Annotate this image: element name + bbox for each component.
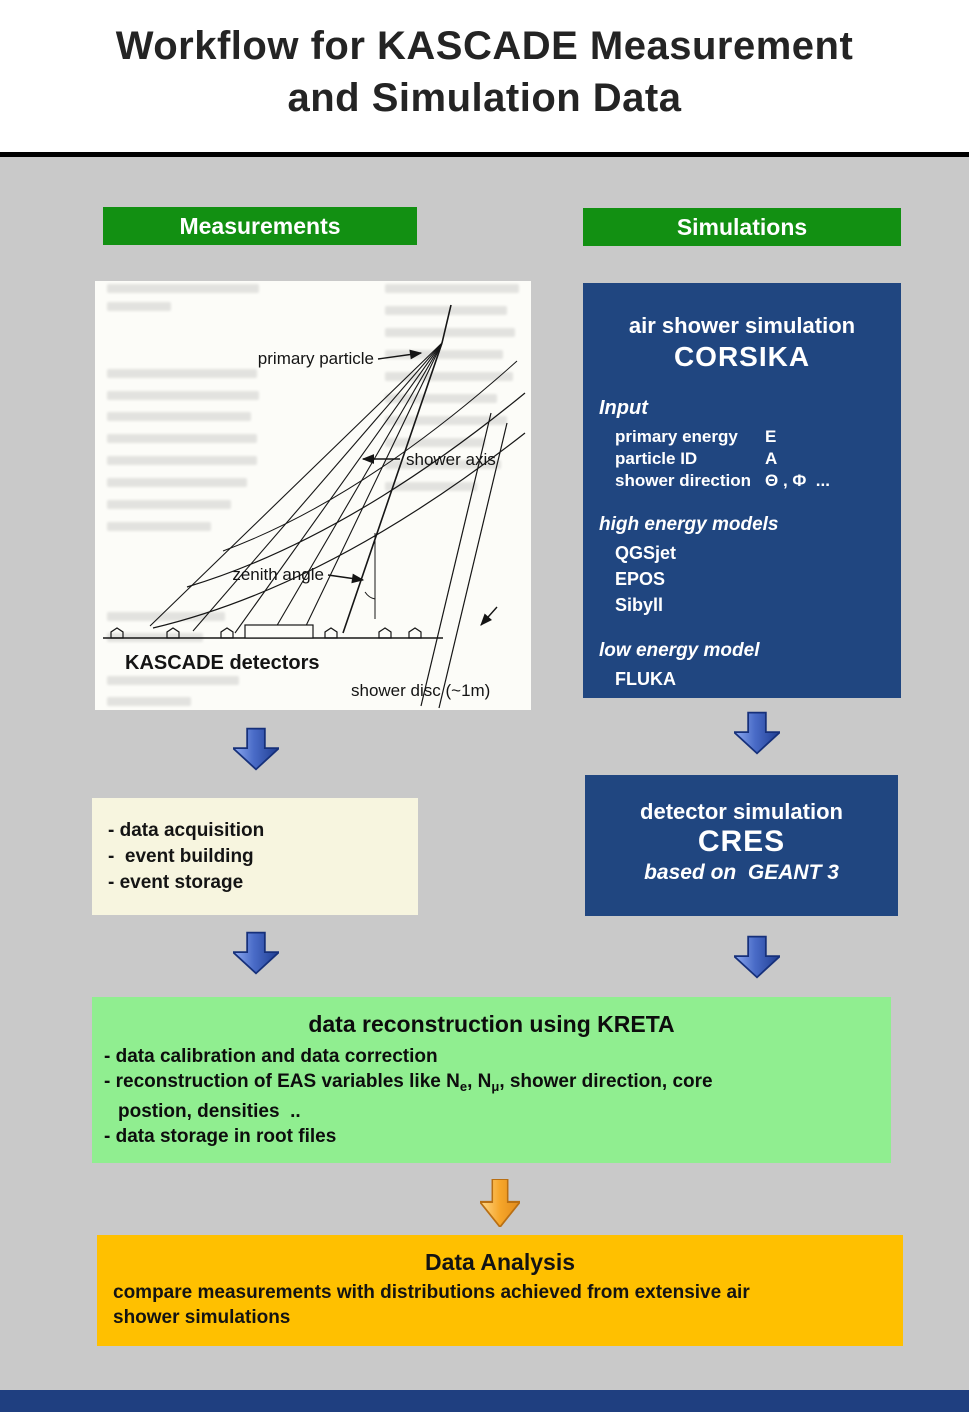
low-energy-model-heading: low energy model [599, 640, 760, 661]
shower-disc-label: shower disc (~1m) [351, 681, 491, 700]
kreta-sub-e: e [459, 1079, 468, 1094]
cres-subtitle: detector simulation [640, 799, 843, 824]
data-analysis-title: Data Analysis [425, 1249, 575, 1275]
data-analysis-box [97, 1235, 903, 1346]
model-fluka: FLUKA [615, 669, 676, 689]
simulations-header [583, 208, 901, 246]
down-arrow-icon [734, 711, 780, 755]
data-analysis-body: compare measurements with distributions achieved from extensive air shower simulations [113, 1282, 750, 1328]
primary-particle-label: primary particle [257, 349, 374, 368]
kreta-line2-pre: - reconstruction of EAS variables like N [104, 1071, 460, 1092]
kascade-schematic-figure [95, 281, 531, 710]
kreta-sub-mu: μ [491, 1079, 500, 1094]
bleed-through-text [107, 284, 519, 706]
corsika-box [583, 283, 901, 698]
input-label: particle ID [615, 449, 698, 468]
simulations-header-label: Simulations [676, 213, 808, 240]
daq-item: - event storage [108, 872, 244, 893]
cres-title: CRES [697, 825, 786, 858]
kascade-detectors-label: KASCADE detectors [125, 652, 320, 674]
corsika-input-heading: Input [599, 397, 648, 419]
kreta-item: - data calibration and data correction [104, 1046, 438, 1067]
kreta-box [92, 997, 891, 1163]
corsika-title: CORSIKA [673, 341, 811, 372]
shower-disc-arrow [481, 607, 497, 625]
zenith-angle-arrow [328, 575, 363, 580]
zenith-angle-label: zenith angle [232, 565, 324, 584]
detector-hut [325, 628, 337, 638]
air-shower-diagram [95, 281, 531, 710]
down-arrow-orange-icon [480, 1179, 520, 1227]
detector-hut [409, 628, 421, 638]
input-value: A [765, 449, 778, 468]
shower-axis-label: shower axis [406, 450, 496, 469]
cres-based-on: based on GEANT 3 [644, 861, 839, 884]
page-title-line2: and Simulation Data [287, 76, 682, 120]
input-label: primary energy [615, 427, 738, 446]
daq-item: - event building [108, 846, 254, 867]
measurements-header-label: Measurements [179, 212, 341, 239]
cres-box [585, 775, 898, 916]
input-label: shower direction [615, 471, 752, 490]
daq-item: - data acquisition [108, 820, 265, 841]
kreta-item [104, 1069, 891, 1099]
title-divider [0, 152, 969, 157]
central-detector-building [245, 625, 313, 638]
kreta-line2-mid: , N [467, 1071, 492, 1092]
model-qgsjet: QGSjet [615, 543, 677, 563]
daq-box [92, 798, 418, 915]
down-arrow-icon [734, 935, 780, 979]
corsika-input-row [615, 448, 901, 470]
model-sibyll: Sibyll [615, 595, 664, 615]
detector-hut [379, 628, 391, 638]
down-arrow-icon [233, 727, 279, 771]
down-arrow-icon [233, 931, 279, 975]
page-title [0, 20, 969, 124]
kreta-title: data reconstruction using KRETA [308, 1011, 675, 1037]
input-value: Θ , Φ ... [765, 471, 830, 490]
model-epos: EPOS [615, 569, 666, 589]
high-energy-models-heading: high energy models [599, 514, 779, 535]
corsika-subtitle: air shower simulation [628, 313, 856, 338]
measurements-header [103, 207, 417, 245]
page-title-line1: Workflow for KASCADE Measurement [115, 24, 854, 68]
bottom-bar [0, 1390, 969, 1412]
corsika-input-row [615, 470, 901, 492]
kreta-item: - data storage in root files [104, 1126, 337, 1147]
detector-hut [221, 628, 233, 638]
corsika-input-row [615, 426, 901, 448]
input-value: E [765, 427, 777, 446]
kreta-line2-post: , shower direction, core [499, 1071, 713, 1092]
kreta-item: postion, densities .. [118, 1101, 301, 1122]
